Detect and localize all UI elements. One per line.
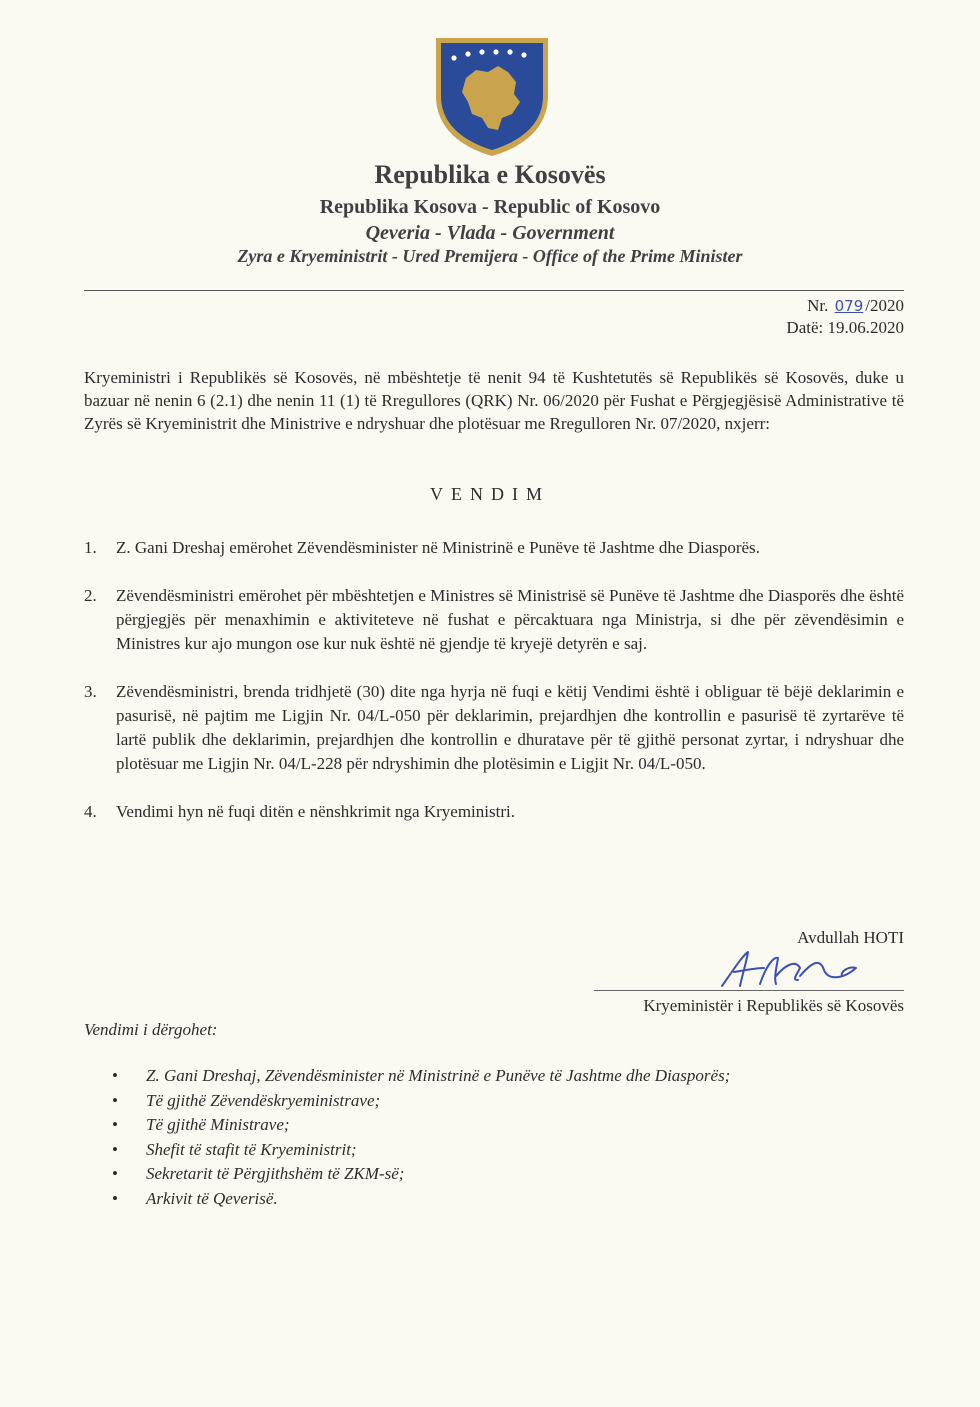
distribution-item bbox=[112, 1138, 730, 1163]
distribution-text: Z. Gani Dreshaj, Zëvendësminister në Ministrinë e Punëve të Jashtme dhe Diasporës; bbox=[146, 1066, 731, 1085]
decision-item bbox=[84, 536, 904, 560]
decision-item bbox=[84, 800, 904, 824]
item-number: 2. bbox=[84, 586, 97, 605]
signer-name: Avdullah HOTI bbox=[797, 928, 904, 947]
republic-subtitle: Republika Kosova - Republic of Kosovo bbox=[319, 196, 661, 218]
distribution-title: Vendimi i dërgohet: bbox=[84, 1020, 218, 1039]
item-text: Zëvendësministri emërohet për mbështetjen e Ministres së Ministrisë së Punëve të Jashtme dhe Diasporës dhe është përgjegjës për menaxhimin e aktiviteteve në fushat e përcaktuara nga Ministrja, si dhe për zëvendësimin e Ministres kur ajo mungon ose kur nuk është në gjendje të kryejë detyrën e saj. bbox=[116, 586, 904, 653]
document-date: Datë: 19.06.2020 bbox=[786, 318, 904, 337]
reference-number bbox=[807, 296, 904, 316]
government-line: Qeveria - Vlada - Government bbox=[365, 222, 615, 244]
item-number: 4. bbox=[84, 802, 97, 821]
handwritten-signature-icon bbox=[716, 946, 866, 992]
bullet-icon: • bbox=[112, 1115, 118, 1134]
distribution-text: Të gjithë Ministrave; bbox=[146, 1115, 290, 1134]
bullet-icon: • bbox=[112, 1090, 118, 1110]
distribution-list bbox=[112, 1064, 730, 1211]
distribution-item bbox=[112, 1113, 730, 1138]
item-number: 3. bbox=[84, 682, 97, 701]
signature-line bbox=[594, 990, 904, 991]
bullet-icon: • bbox=[112, 1164, 118, 1183]
header-divider bbox=[84, 290, 904, 291]
distribution-text: Sekretarit të Përgjithshëm të ZKM-së; bbox=[146, 1164, 405, 1183]
decision-heading: VENDIM bbox=[430, 484, 550, 504]
decision-items bbox=[84, 536, 904, 824]
kosovo-coat-of-arms-icon bbox=[432, 34, 552, 158]
decision-item bbox=[84, 584, 904, 656]
item-text: Z. Gani Dreshaj emërohet Zëvendësminister në Ministrinë e Punëve të Jashtme dhe Diasporës. bbox=[116, 538, 760, 557]
reference-prefix: Nr. bbox=[807, 296, 829, 315]
item-text: Zëvendësministri, brenda tridhjetë (30) dite nga hyrja në fuqi e këtij Vendimi është i obliguar të bëjë deklarimin e pasurisë, në pajtim me Ligjin Nr. 04/L-050 për deklarimin, prejardhjen dhe kontrollin e pasurisë të zyrtarëve të lartë publik dhe deklarimin, prejardhjen dhe kontrollin e dhuratave për të gjithë personat zyrtar, i ndryshuar dhe plotësuar me Ligjin Nr. 04/L-228 për ndryshimin dhe plotësimin e Ligjit Nr. 04/L-050. bbox=[116, 682, 904, 773]
reference-suffix: /2020 bbox=[865, 296, 904, 315]
bullet-icon: • bbox=[112, 1188, 118, 1208]
bullet-icon: • bbox=[112, 1139, 118, 1159]
handwritten-number: 079 bbox=[834, 297, 864, 315]
distribution-text: Arkivit të Qeverisë. bbox=[146, 1188, 278, 1208]
signer-title: Kryeministër i Republikës së Kosovës bbox=[643, 996, 904, 1015]
distribution-item bbox=[112, 1162, 730, 1187]
distribution-item bbox=[112, 1089, 730, 1114]
decision-item bbox=[84, 680, 904, 776]
distribution-text: Shefit të stafit të Kryeministrit; bbox=[146, 1139, 357, 1159]
item-text: Vendimi hyn në fuqi ditën e nënshkrimit nga Kryeministri. bbox=[116, 802, 515, 821]
bullet-icon: • bbox=[112, 1066, 118, 1085]
distribution-item bbox=[112, 1064, 730, 1089]
office-line: Zyra e Kryeministrit - Ured Premijera - Office of the Prime Minister bbox=[237, 246, 743, 266]
intro-paragraph: Kryeministri i Republikës së Kosovës, në mbështetje të nenit 94 të Kushtetutës së Republikës së Kosovës, duke u bazuar në nenin 6 (2.1) dhe nenin 11 (1) të Rregullores (QRK) Nr. 06/2020 për Fushat e Përgjegjësisë Administrative të Zyrës së Kryeministrit dhe Ministrive e ndryshuar dhe plotësuar me Rregulloren Nr. 07/2020, nxjerr: bbox=[84, 368, 904, 433]
distribution-text: Të gjithë Zëvendëskryeministrave; bbox=[146, 1090, 381, 1110]
republic-title: Republika e Kosovës bbox=[374, 160, 606, 189]
distribution-item bbox=[112, 1187, 730, 1212]
item-number: 1. bbox=[84, 538, 97, 557]
